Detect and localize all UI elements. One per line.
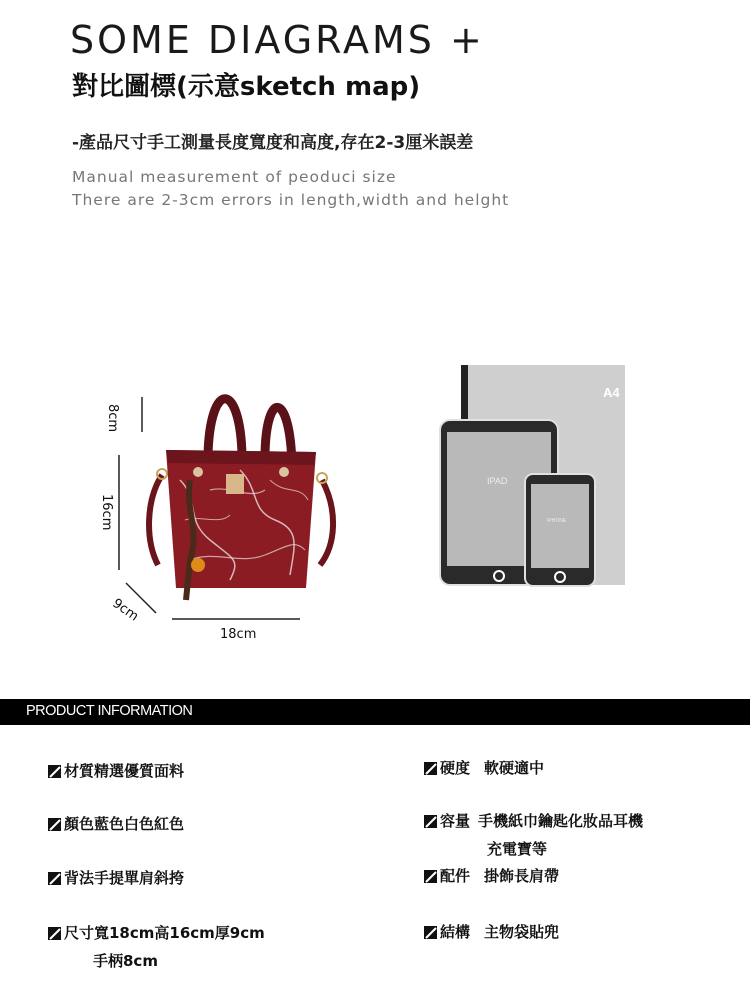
measurement-note-en-1: Manual measurement of peoduci size [72, 168, 397, 186]
measurement-note-en-2: There are 2-3cm errors in length,width and helght [72, 191, 510, 209]
spec-size-label: 尺寸寬18cm高16cm厚9cm [64, 924, 265, 942]
slash-box-icon [424, 925, 437, 938]
handle-dimension-label: 8cm [105, 404, 120, 433]
spec-structure-value: 主物袋貼兜 [484, 923, 560, 941]
slash-box-icon [424, 869, 437, 882]
bag-diagram [90, 370, 350, 650]
spec-carry-label: 背法手提單肩斜挎 [64, 869, 185, 887]
product-info-heading: PRODUCT INFORMATION [26, 703, 193, 719]
spec-carry [48, 867, 184, 888]
width-dimension-label: 18cm [220, 627, 257, 642]
ipad-label: IPAD [487, 476, 508, 486]
slash-box-icon [48, 926, 61, 939]
spec-hardness-label: 硬度 [440, 759, 471, 777]
spec-material [48, 760, 184, 781]
spec-size-handle: 手柄8cm [93, 952, 158, 970]
spec-accessories-value: 掛飾長肩帶 [484, 867, 560, 885]
spec-color-label: 顏色藍色白色紅色 [64, 815, 185, 833]
slash-box-icon [48, 871, 61, 884]
height-dimension-label: 16cm [99, 494, 114, 531]
a4-label: A4 [603, 385, 620, 400]
spec-structure [424, 921, 559, 942]
slash-box-icon [424, 814, 437, 827]
spec-capacity-cont: 充電寶等 [487, 840, 548, 858]
spec-hardness-value: 軟硬適中 [484, 759, 545, 777]
page-subtitle: 對比圖標(示意sketch map) [72, 72, 421, 102]
page-title: SOME DIAGRAMS + [70, 18, 485, 62]
spec-structure-label: 結構 [440, 923, 471, 941]
slash-box-icon [48, 817, 61, 830]
spec-hardness [424, 757, 544, 778]
spec-accessories-label: 配件 [440, 867, 471, 885]
product-info-bar [0, 699, 750, 725]
depth-dimension-label: 9cm [109, 596, 142, 625]
spec-size [48, 922, 265, 943]
device-illustration [435, 360, 635, 590]
iphone-label: IPHONE [547, 518, 567, 524]
spec-capacity-value: 手機紙巾鑰匙化妝品耳機 [478, 812, 644, 830]
measurement-note-cn: -產品尺寸手工測量長度寬度和高度,存在2-3厘米誤差 [72, 133, 474, 153]
slash-box-icon [48, 764, 61, 777]
spec-accessories [424, 865, 559, 886]
spec-color [48, 813, 184, 834]
spec-capacity-label: 容量 [440, 812, 471, 830]
slash-box-icon [424, 761, 437, 774]
device-comparison [435, 360, 635, 590]
spec-material-label: 材質精選優質面料 [64, 762, 185, 780]
spec-capacity [424, 810, 643, 831]
